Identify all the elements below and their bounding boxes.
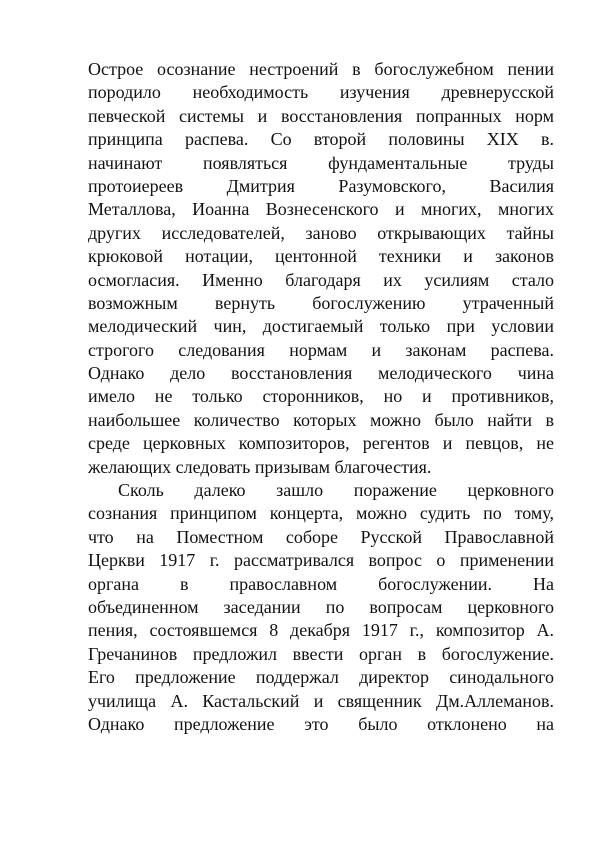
text-line: желающих следовать призывам благочестия. [88, 456, 432, 477]
text-line: протоиереев Дмитрия Разумовского, Василия [88, 175, 554, 196]
text-line: начинают появляться фундаментальные труды [88, 152, 554, 173]
text-line: училища А. Кастальский и священник Дм.Аллеманов. [88, 690, 554, 711]
text-line: других исследователей, заново открывающих тайны [88, 222, 554, 243]
text-line: мелодический чин, достигаемый только при условии [88, 316, 554, 337]
document-page [88, 58, 554, 736]
text-line: возможным вернуть богослужению утраченный [88, 292, 554, 313]
text-line: породило необходимость изучения древнерусской [88, 82, 554, 103]
text-line: сознания принципом концерта, можно судить по тому, [88, 503, 554, 524]
text-line: наибольшее количество которых можно было найти в [88, 409, 554, 430]
text-line: что на Поместном соборе Русской Православной [88, 526, 554, 547]
paragraph-2 [88, 479, 554, 736]
text-line: пения, состоявшемся 8 декабря 1917 г., композитор А. [88, 620, 554, 641]
text-line: имело не только сторонников, но и противников, [88, 386, 554, 407]
text-line: объединенном заседании по вопросам церковного [88, 596, 554, 617]
text-line: осмогласия. Именно благодаря их усилиям стало [88, 269, 554, 290]
text-line: Церкви 1917 г. рассматривался вопрос о применении [88, 550, 554, 571]
text-line: Однако дело восстановления мелодического чина [88, 363, 554, 384]
text-line: певческой системы и восстановления попранных норм [88, 105, 554, 126]
text-line: Его предложение поддержал директор синодального [88, 667, 554, 688]
text-line: Сколь далеко зашло поражение церковного [118, 480, 554, 501]
text-line: Гречанинов предложил ввести орган в богослужение. [88, 643, 554, 664]
text-line: Металлова, Иоанна Вознесенского и многих, многих [88, 199, 554, 220]
paragraph-1 [88, 58, 554, 479]
text-line: строгого следования нормам и законам распева. [88, 339, 554, 360]
text-line: принципа распева. Со второй половины XIX в. [88, 129, 554, 150]
text-line: Однако предложение это было отклонено на [88, 713, 554, 734]
text-line: органа в православном богослужении. На [88, 573, 554, 594]
text-line: крюковой нотации, центонной техники и законов [88, 246, 554, 267]
text-line: Острое осознание нестроений в богослужебном пении [88, 59, 554, 79]
text-line: среде церковных композиторов, регентов и певцов, не [88, 433, 554, 454]
